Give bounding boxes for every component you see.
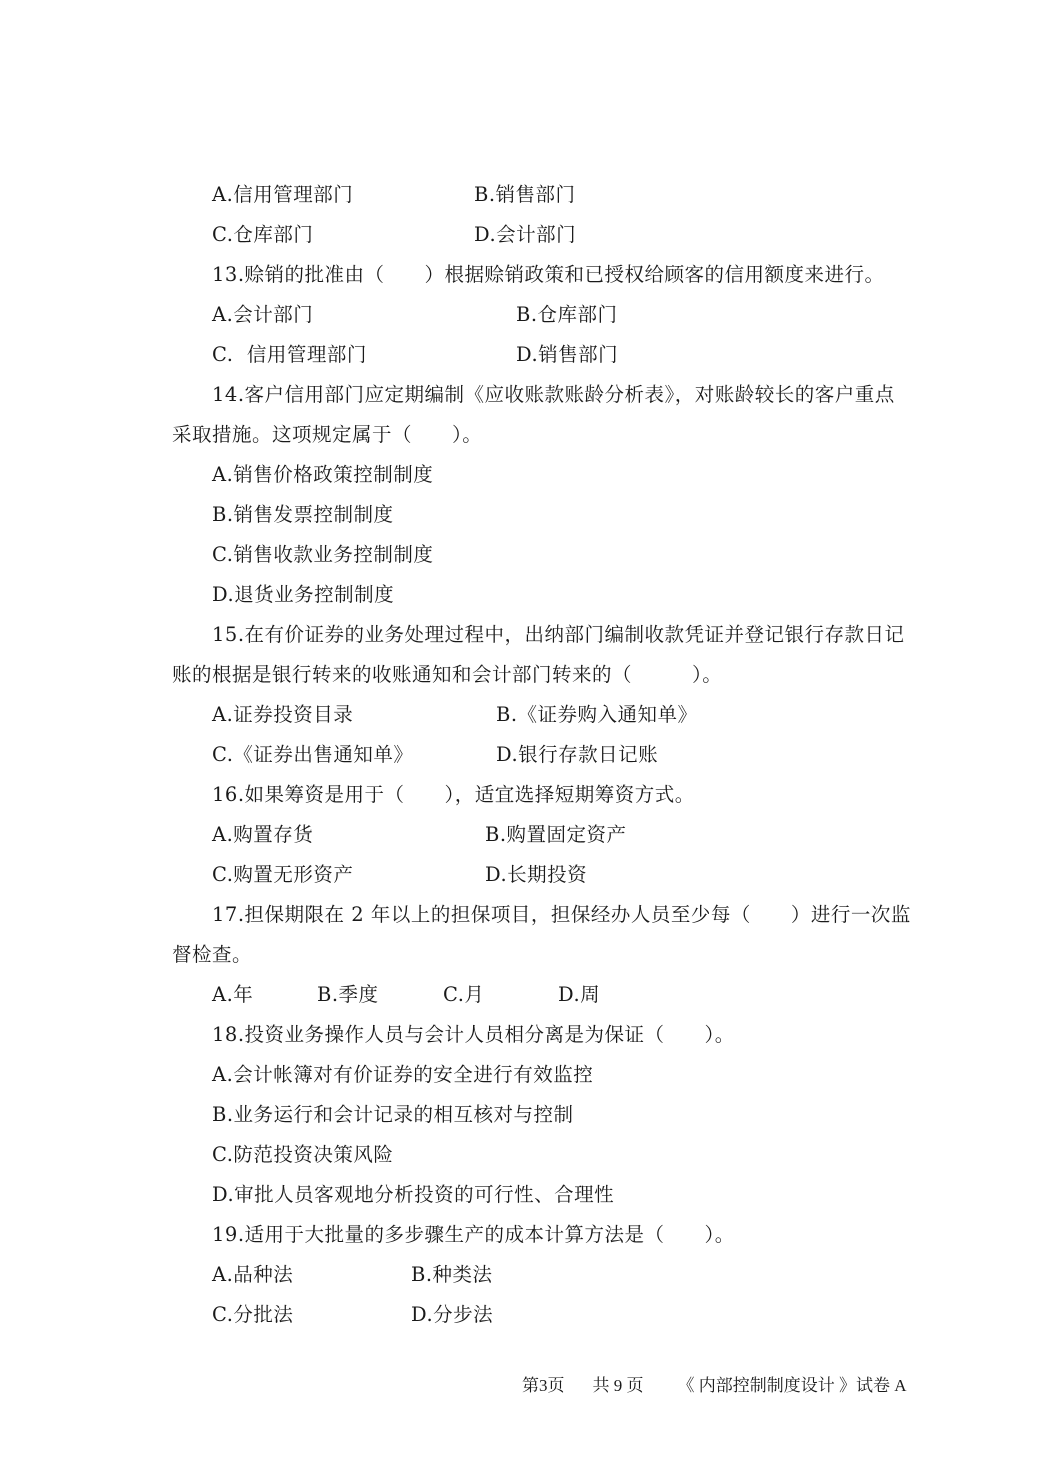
q19-option-c: C.分批法 — [212, 1303, 294, 1326]
q14-option-a: A.销售价格政策控制制度 — [212, 463, 434, 486]
q16-option-d: D.长期投资 — [485, 863, 588, 886]
q16-option-a: A.购置存货 — [212, 823, 314, 846]
q14-stem-line2: 采取措施。这项规定属于（ ）。 — [172, 423, 483, 446]
q19-option-a: A.品种法 — [212, 1263, 294, 1286]
q13-option-b: B.仓库部门 — [516, 303, 618, 326]
q12-option-d: D.会计部门 — [474, 223, 577, 246]
q12-option-c: C.仓库部门 — [212, 223, 314, 246]
q19-stem: 19.适用于大批量的多步骤生产的成本计算方法是（ ）。 — [212, 1223, 735, 1246]
q14-stem-line1: 14.客户信用部门应定期编制《应收账款账龄分析表》，对账龄较长的客户重点 — [212, 383, 895, 406]
q16-stem: 16.如果筹资是用于（ ），适宜选择短期筹资方式。 — [212, 783, 695, 806]
q15-option-a: A.证券投资目录 — [212, 703, 354, 726]
q15-stem-line2: 账的根据是银行转来的收账通知和会计部门转来的（ ）。 — [172, 663, 723, 686]
exam-title: 《 内部控制制度设计 》试卷 A — [677, 1376, 907, 1395]
q14-option-c: C.销售收款业务控制制度 — [212, 543, 434, 566]
q15-option-b: B.《证券购入通知单》 — [496, 703, 698, 726]
q16-option-c: C.购置无形资产 — [212, 863, 354, 886]
page-footer — [505, 1353, 907, 1419]
q18-option-c: C.防范投资决策风险 — [212, 1143, 394, 1166]
q18-option-d: D.审批人员客观地分析投资的可行性、合理性 — [212, 1183, 615, 1206]
q13-stem: 13.赊销的批准由（ ）根据赊销政策和已授权给顾客的信用额度来进行。 — [212, 263, 885, 286]
q19-option-d: D.分步法 — [411, 1303, 494, 1326]
q17-stem-line2: 督检查。 — [172, 943, 253, 966]
q17-option-a: A.年 — [212, 983, 254, 1006]
q15-option-d: D.银行存款日记账 — [496, 743, 659, 766]
q12-option-b: B.销售部门 — [474, 183, 576, 206]
page-number: 第3页 — [522, 1376, 565, 1395]
q13-option-c: C. 信用管理部门 — [212, 343, 367, 366]
q18-option-a: A.会计帐簿对有价证券的安全进行有效监控 — [212, 1063, 594, 1086]
q15-stem-line1: 15.在有价证券的业务处理过程中，出纳部门编制收款凭证并登记银行存款日记 — [212, 623, 905, 646]
q17-stem-line1: 17.担保期限在 2 年以上的担保项目，担保经办人员至少每（ ）进行一次监 — [212, 903, 911, 926]
q18-stem: 18.投资业务操作人员与会计人员相分离是为保证（ ）。 — [212, 1023, 735, 1046]
q14-option-b: B.销售发票控制制度 — [212, 503, 394, 526]
q18-option-b: B.业务运行和会计记录的相互核对与控制 — [212, 1103, 574, 1126]
q17-option-b: B.季度 — [317, 983, 379, 1006]
q13-option-a: A.会计部门 — [212, 303, 314, 326]
q15-option-c: C.《证券出售通知单》 — [212, 743, 414, 766]
q19-option-b: B.种类法 — [411, 1263, 493, 1286]
total-pages: 共 9 页 — [592, 1376, 644, 1395]
q14-option-d: D.退货业务控制制度 — [212, 583, 395, 606]
q13-option-d: D.销售部门 — [516, 343, 619, 366]
q17-option-d: D.周 — [558, 983, 601, 1006]
q17-option-c: C.月 — [443, 983, 485, 1006]
q16-option-b: B.购置固定资产 — [485, 823, 627, 846]
q12-option-a: A.信用管理部门 — [212, 183, 354, 206]
